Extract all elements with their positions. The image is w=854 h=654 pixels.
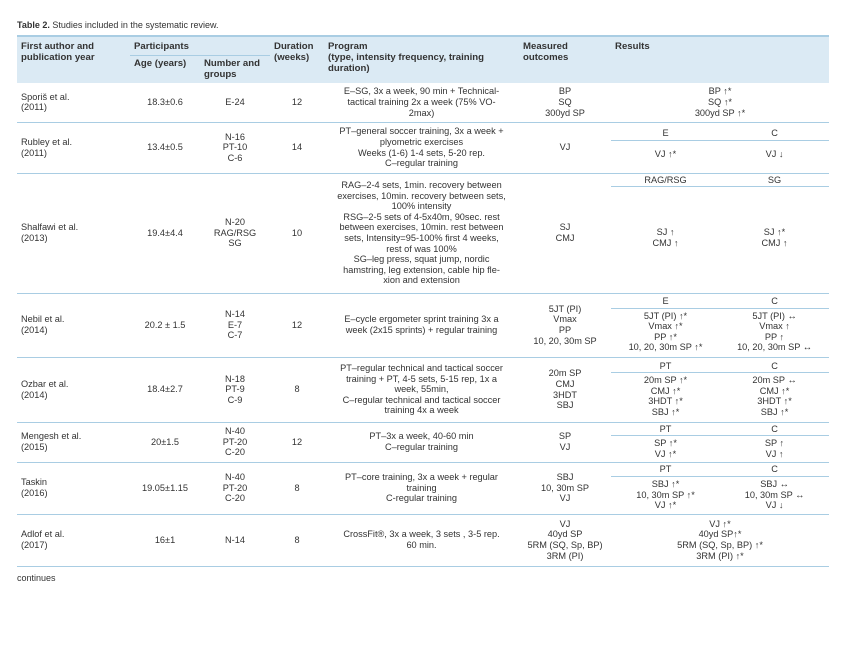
cell-duration: 12 [270,293,324,357]
cell-age: 13.4±0.5 [130,122,200,173]
results-grid [611,127,829,167]
cell-author: Ozbar et al. (2014) [17,357,130,422]
results-group-header: E [611,295,720,309]
cell-results [611,514,829,566]
cell-age: 20±1.5 [130,422,200,462]
results-grid [611,174,829,269]
table-row [17,293,829,357]
table-body [17,83,829,566]
results-group-values: SP ↑* VJ ↑* [654,438,677,459]
cell-measured: SBJ 10, 30m SP VJ [519,462,611,514]
table-header [17,36,829,83]
results-group-header: PT [611,423,720,437]
cell-program: E–SG, 3x a week, 90 min + Technical- tactical training 2x a week (75% VO- 2max) [324,83,519,122]
header-participants: Participants [130,36,270,56]
table-row [17,514,829,566]
cell-groups: N-18 PT-9 C-9 [200,357,270,422]
cell-results [611,122,829,173]
cell-results [611,422,829,462]
header-number: Number and groups [200,56,270,84]
cell-duration: 8 [270,462,324,514]
cell-duration: 12 [270,83,324,122]
cell-program: PT–3x a week, 40-60 min C–regular training [324,422,519,462]
cell-age: 19.4±4.4 [130,173,200,293]
table-caption [17,20,837,30]
results-group-values: 5JT (PI) ↑* Vmax ↑* PP ↑* 10, 20, 30m SP ↑* [628,310,703,353]
continues-note: continues [17,572,56,583]
cell-author: Taskin (2016) [17,462,130,514]
header-author: First author and publication year [17,36,130,83]
results-grid [611,423,829,462]
table-row [17,357,829,422]
results-group-header: E [611,127,720,141]
table-row [17,83,829,122]
results-text: BP ↑* SQ ↑* 300yd SP ↑* [694,86,746,118]
cell-duration: 10 [270,173,324,293]
cell-duration: 8 [270,357,324,422]
results-group-header: C [720,127,829,141]
cell-measured: VJ [519,122,611,173]
cell-measured: VJ 40yd SP 5RM (SQ, Sp, BP) 3RM (PI) [519,514,611,566]
cell-groups: N-14 [200,514,270,566]
results-group-values: SBJ ↑* 10, 30m SP ↑* VJ ↑* [636,478,695,511]
cell-groups: N-40 PT-20 C-20 [200,422,270,462]
results-group-header: PT [611,463,720,477]
cell-author: Mengesh et al. (2015) [17,422,130,462]
caption-label: Table 2. [17,20,50,30]
caption-text: Studies included in the systematic review. [52,20,219,30]
cell-author: Adlof et al. (2017) [17,514,130,566]
header-age: Age (years) [130,56,200,84]
results-group-header: C [720,360,829,374]
results-group-header: SG [720,174,829,188]
results-group-values: VJ ↑* [654,149,677,159]
cell-measured: SJ CMJ [519,173,611,293]
cell-groups: N-20 RAG/RSG SG [200,173,270,293]
results-group-header: PT [611,360,720,374]
results-group-header: RAG/RSG [611,174,720,188]
results-group-values: SJ ↑ CMJ ↑ [652,227,679,248]
header-duration: Duration (weeks) [270,36,324,83]
cell-program: PT–general soccer training, 3x a week + plyometric exercises Weeks (1-6) 1-4 sets, 5-20 rep. C–regular training [324,122,519,173]
cell-measured: 5JT (PI) Vmax PP 10, 20, 30m SP [519,293,611,357]
cell-author: Sporiš et al. (2011) [17,83,130,122]
cell-results [611,462,829,514]
results-group-header: C [720,463,829,477]
studies-table [17,35,829,567]
header-measured: Measured outcomes [519,36,611,83]
cell-results [611,357,829,422]
cell-age: 18.4±2.7 [130,357,200,422]
table-row [17,173,829,293]
cell-results [611,173,829,293]
cell-program: PT–regular technical and tactical soccer training + PT, 4-5 sets, 5-15 rep, 1x a week, 55min, C–regular technical and tactical soccer training 4x a week [324,357,519,422]
cell-groups: E-24 [200,83,270,122]
results-group-values: 20m SP ↑* CMJ ↑* 3HDT ↑* SBJ ↑* [643,375,688,417]
cell-age: 16±1 [130,514,200,566]
results-group-values: 20m SP ↔ CMJ ↑* 3HDT ↑* SBJ ↑* [752,375,797,417]
cell-program: PT–core training, 3x a week + regular training C-regular training [324,462,519,514]
results-group-values: VJ ↓ [765,149,784,159]
cell-groups: N-16 PT-10 C-6 [200,122,270,173]
cell-author: Nebil et al. (2014) [17,293,130,357]
cell-duration: 8 [270,514,324,566]
results-group-values: SJ ↑* CMJ ↑ [761,227,788,248]
table-row [17,122,829,173]
cell-results [611,83,829,122]
results-group-values: SP ↑ VJ ↑ [764,438,785,459]
cell-age: 19.05±1.15 [130,462,200,514]
header-results: Results [611,36,829,83]
results-group-values: SBJ ↔ 10, 30m SP ↔ VJ ↓ [744,478,805,511]
cell-measured: SP VJ [519,422,611,462]
results-group-header: C [720,423,829,437]
cell-groups: N-40 PT-20 C-20 [200,462,270,514]
table-row [17,422,829,462]
cell-duration: 12 [270,422,324,462]
header-program-sub: (type, intensity frequency, training duration) [328,52,485,74]
cell-age: 18.3±0.6 [130,83,200,122]
header-program-title: Program [328,41,368,52]
table-row [17,462,829,514]
results-text: VJ ↑* 40yd SP↑* 5RM (SQ, Sp, BP) ↑* 3RM (PI) ↑* [677,518,763,561]
results-group-header: C [720,295,829,309]
results-grid [611,295,829,355]
cell-measured: 20m SP CMJ 3HDT SBJ [519,357,611,422]
results-group-values: 5JT (PI) ↔ Vmax ↑ PP ↑ 10, 20, 30m SP ↔ [737,310,812,353]
cell-age: 20.2 ± 1.5 [130,293,200,357]
cell-groups: N-14 E-7 C-7 [200,293,270,357]
cell-program: E–cycle ergometer sprint training 3x a week (2x15 sprints) + regular training [324,293,519,357]
cell-measured: BP SQ 300yd SP [519,83,611,122]
header-program [324,36,519,83]
cell-author: Rubley et al. (2011) [17,122,130,173]
results-grid [611,463,829,512]
cell-duration: 14 [270,122,324,173]
cell-author: Shalfawi et al. (2013) [17,173,130,293]
cell-program: CrossFit®, 3x a week, 3 sets , 3-5 rep. 60 min. [324,514,519,566]
cell-results [611,293,829,357]
cell-program: RAG–2-4 sets, 1min. recovery between exercises, 10min. recovery between sets, 100% intensity RSG–2-5 sets of 4-5x40m, 90sec. rest between exercises, 10min. rest between sets, Intensity=95-100% first 4 weeks, rest of was 100% SG–leg press, squat jump, nordic hamstring, leg extension, cable hip fle- xion and extension [324,173,519,293]
results-grid [611,360,829,420]
